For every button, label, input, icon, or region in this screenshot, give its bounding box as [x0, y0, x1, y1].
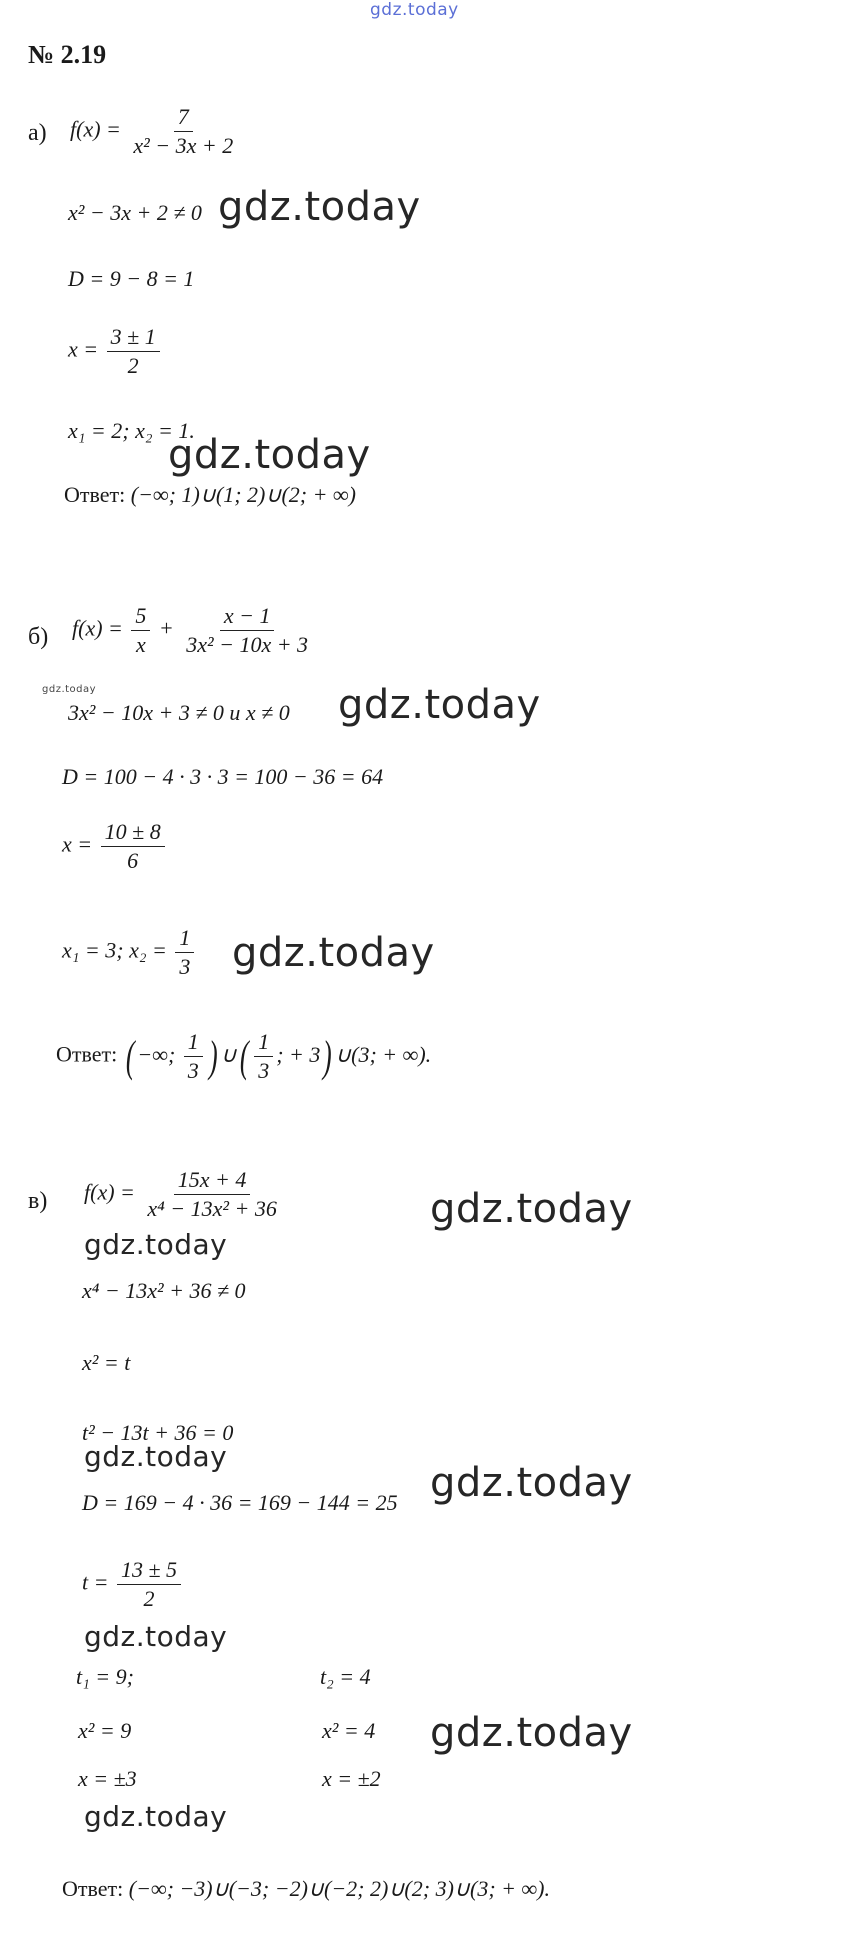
part-b-discriminant: D = 100 − 4 · 3 · 3 = 100 − 36 = 64: [62, 764, 384, 789]
part-c-label: в): [28, 1188, 48, 1214]
denominator: 2: [127, 353, 139, 379]
part-a-label: а): [28, 120, 47, 146]
part-a-condition: x² − 3x + 2 ≠ 0: [68, 200, 202, 225]
watermark: gdz.today: [430, 1460, 633, 1506]
numerator: 7: [174, 105, 193, 132]
answer-value: (−∞; 1)∪(1; 2)∪(2; + ∞): [130, 482, 356, 507]
roots-fraction: [101, 820, 165, 873]
part-a-fraction: [129, 105, 237, 158]
part-c-fraction: [143, 1168, 280, 1221]
denominator: 6: [127, 848, 139, 874]
part-a-answer: [64, 482, 356, 508]
part-b-label: б): [28, 624, 49, 650]
watermark: gdz.today: [338, 682, 541, 728]
numerator: 13 ± 5: [117, 1558, 181, 1585]
part-c-t2: t₂ = 4: [320, 1664, 371, 1689]
numerator: 3 ± 1: [107, 325, 160, 352]
watermark: gdz.today: [218, 184, 421, 230]
part-c-roots-formula: [82, 1558, 184, 1611]
answer-fraction-2: [254, 1030, 273, 1083]
numerator: 10 ± 8: [101, 820, 165, 847]
roots-fraction: [107, 325, 160, 378]
part-c-condition: x⁴ − 13x² + 36 ≠ 0: [82, 1278, 246, 1303]
lhs: x =: [68, 336, 99, 362]
interval-1: −∞;: [137, 1041, 176, 1067]
denominator: 3x² − 10x + 3: [186, 632, 309, 658]
function-name: f(x) =: [84, 1179, 135, 1205]
interval-3: ∪(3; + ∞).: [335, 1041, 432, 1067]
term1-fraction: [131, 604, 150, 657]
denominator: x² − 3x + 2: [133, 133, 234, 159]
part-c-x-a: x = ±3: [78, 1766, 137, 1791]
answer-value: ( −∞; $\frac{1}{3}$ ) ∪( $\frac{1}{3}$ ; + 3) ∪(3; + ∞).: [125, 1029, 432, 1084]
part-c-x2-a: x² = 9: [78, 1718, 132, 1743]
watermark: gdz.today: [430, 1710, 633, 1756]
numerator: 15x + 4: [174, 1168, 251, 1195]
plus-sign: +: [158, 615, 174, 641]
numerator: 1: [254, 1030, 273, 1057]
denominator: 2: [143, 1586, 155, 1612]
watermark: gdz.today: [430, 1186, 633, 1232]
denominator: 3: [179, 954, 191, 980]
part-c-x-b: x = ±2: [322, 1766, 381, 1791]
answer-fraction-1: [184, 1030, 203, 1083]
function-name: f(x) =: [72, 615, 123, 641]
watermark: gdz.today: [84, 1440, 228, 1473]
term2-fraction: [182, 604, 312, 657]
answer-label: Ответ:: [62, 1876, 124, 1901]
part-a-discriminant: D = 9 − 8 = 1: [68, 266, 195, 291]
part-a-roots: x₁ = 2; x₂ = 1.: [68, 418, 195, 443]
part-a-roots-formula: [68, 325, 163, 378]
answer-label: Ответ:: [64, 482, 126, 507]
root2-fraction: [175, 926, 194, 979]
function-name: f(x) =: [70, 116, 121, 142]
part-b-roots: [62, 926, 197, 979]
denominator: x⁴ − 13x² + 36: [147, 1196, 277, 1222]
numerator: x − 1: [220, 604, 275, 631]
numerator: 5: [131, 604, 150, 631]
part-b-answer: [56, 1030, 431, 1083]
lhs: t =: [82, 1569, 109, 1595]
watermark: gdz.today: [84, 1620, 228, 1653]
watermark: gdz.today: [232, 930, 435, 976]
union-sign: ∪: [220, 1041, 237, 1067]
roots-text: x₁ = 3; x₂ =: [62, 937, 167, 963]
watermark: gdz.today: [168, 432, 371, 478]
part-c-t1: t₁ = 9;: [76, 1664, 134, 1689]
part-b-function: [72, 604, 315, 657]
interval-2-tail: ; + 3: [276, 1041, 321, 1067]
watermark: gdz.today: [42, 684, 97, 695]
part-c-x2-b: x² = 4: [322, 1718, 376, 1743]
part-c-discriminant: D = 169 − 4 · 36 = 169 − 144 = 25: [82, 1490, 398, 1515]
part-c-answer: [62, 1876, 550, 1902]
problem-number: № 2.19: [28, 40, 107, 69]
part-c-substitution: x² = t: [82, 1350, 131, 1375]
part-b-roots-formula: [62, 820, 168, 873]
answer-value: (−∞; −3)∪(−3; −2)∪(−2; 2)∪(2; 3)∪(3; + ∞).: [128, 1876, 551, 1901]
denominator: 3: [187, 1058, 199, 1084]
part-a-function: [70, 105, 240, 158]
lhs: x =: [62, 831, 93, 857]
denominator: 3: [258, 1058, 270, 1084]
part-c-quadratic: t² − 13t + 36 = 0: [82, 1420, 234, 1445]
denominator: x: [135, 632, 146, 658]
part-c-function: [84, 1168, 284, 1221]
watermark: gdz.today: [84, 1800, 228, 1833]
numerator: 1: [184, 1030, 203, 1057]
top-watermark: gdz.today: [370, 0, 459, 20]
watermark: gdz.today: [84, 1228, 228, 1261]
roots-fraction: [117, 1558, 181, 1611]
numerator: 1: [175, 926, 194, 953]
part-b-condition: 3x² − 10x + 3 ≠ 0 и x ≠ 0: [68, 700, 290, 725]
answer-label: Ответ:: [56, 1041, 118, 1067]
